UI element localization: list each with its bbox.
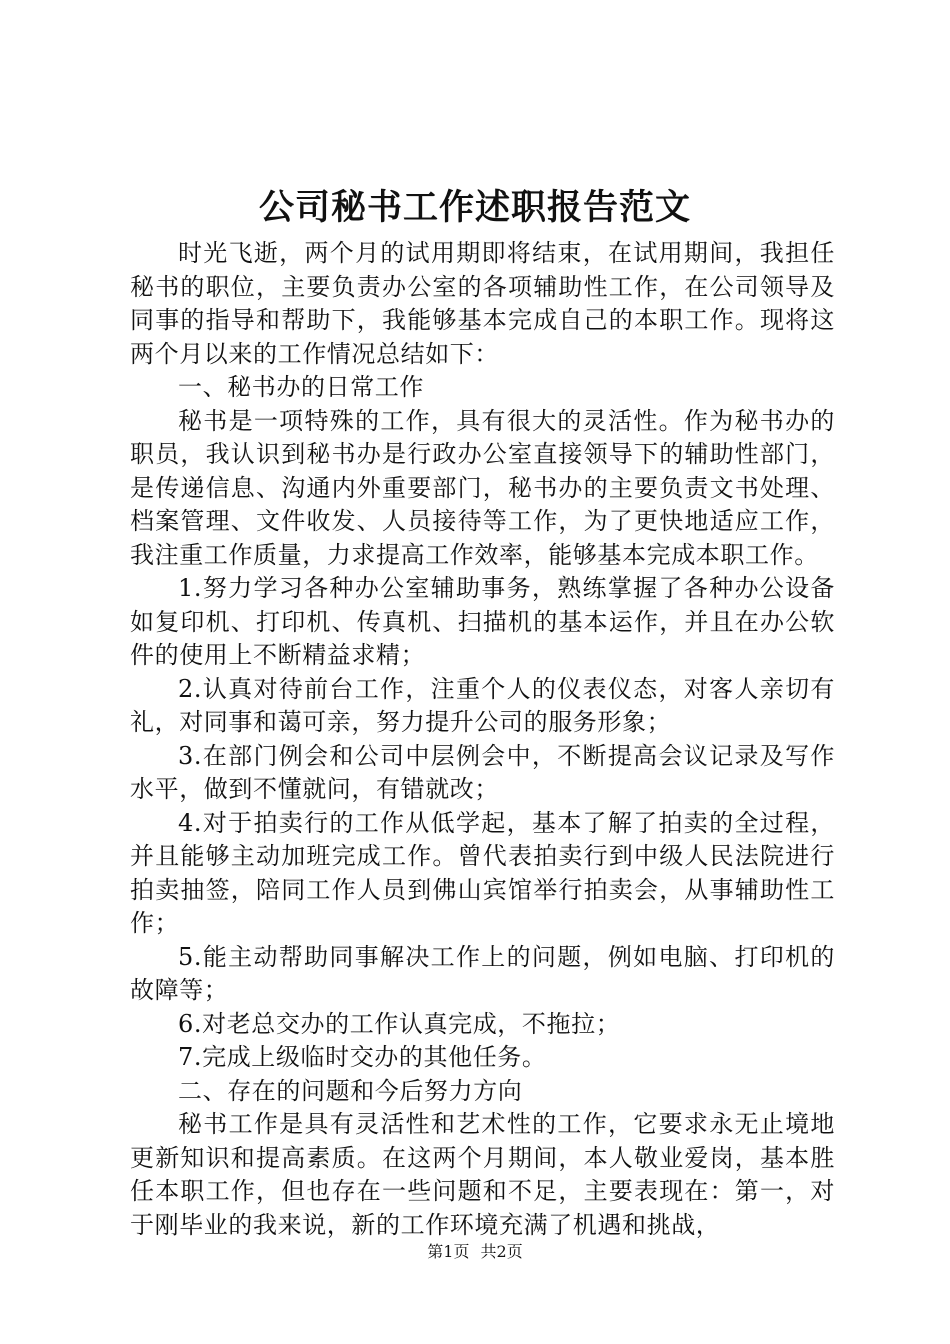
section-heading-2: 二、存在的问题和今后努力方向 <box>178 1076 523 1105</box>
list-item-4: 4.对于拍卖行的工作从低学起，基本了解了拍卖的全过程，并且能够主动加班完成工作。曾代表拍卖行到中级人民法院进行拍卖抽签，陪同工作人员到佛山宾馆举行拍卖会，从事辅助性工作； <box>130 808 835 937</box>
section-heading-1: 一、秘书办的日常工作 <box>178 373 424 401</box>
page-total: 共2页 <box>480 1242 523 1261</box>
paragraph-intro: 时光飞逝，两个月的试用期即将结束，在试用期间，我担任秘书的职位，主要负责办公室的各项辅助性工作，在公司领导及同事的指导和帮助下，我能够基本完成自己的本职工作。现将这两个月以来的工作情况总结如下： <box>130 239 835 368</box>
document-body <box>130 237 835 1242</box>
list-item-6: 6.对老总交办的工作认真完成，不拖拉； <box>178 1009 621 1038</box>
page-footer <box>0 1240 950 1264</box>
list-item-7: 7.完成上级临时交办的其他任务。 <box>178 1043 547 1071</box>
document-title: 公司秘书工作述职报告范文 <box>258 187 691 228</box>
page-number: 第1页 <box>427 1242 470 1261</box>
list-item-1: 1.努力学习各种办公室辅助事务，熟练掌握了各种办公设备如复印机、打印机、传真机、扫描机的基本运作，并且在办公软件的使用上不断精益求精； <box>130 574 835 669</box>
list-item-2: 2.认真对待前台工作，注重个人的仪表仪态，对客人亲切有礼，对同事和蔼可亲，努力提升公司的服务形象； <box>130 674 835 736</box>
list-item-5: 5.能主动帮助同事解决工作上的问题，例如电脑、打印机的故障等； <box>130 942 835 1004</box>
paragraph-section-1: 秘书是一项特殊的工作，具有很大的灵活性。作为秘书办的职员，我认识到秘书办是行政办公室直接领导下的辅助性部门，是传递信息、沟通内外重要部门，秘书办的主要负责文书处理、档案管理、文件收发、人员接待等工作，为了更快地适应工作，我注重工作质量，力求提高工作效率，能够基本完成本职工作。 <box>130 406 835 569</box>
paragraph-section-2: 秘书工作是具有灵活性和艺术性的工作，它要求永无止境地更新知识和提高素质。在这两个月期间，本人敬业爱岗，基本胜任本职工作，但也存在一些问题和不足，主要表现在：第一，对于刚毕业的我来说，新的工作环境充满了机遇和挑战， <box>130 1110 835 1239</box>
list-item-3: 3.在部门例会和公司中层例会中，不断提高会议记录及写作水平，做到不懂就问，有错就改； <box>130 741 835 803</box>
